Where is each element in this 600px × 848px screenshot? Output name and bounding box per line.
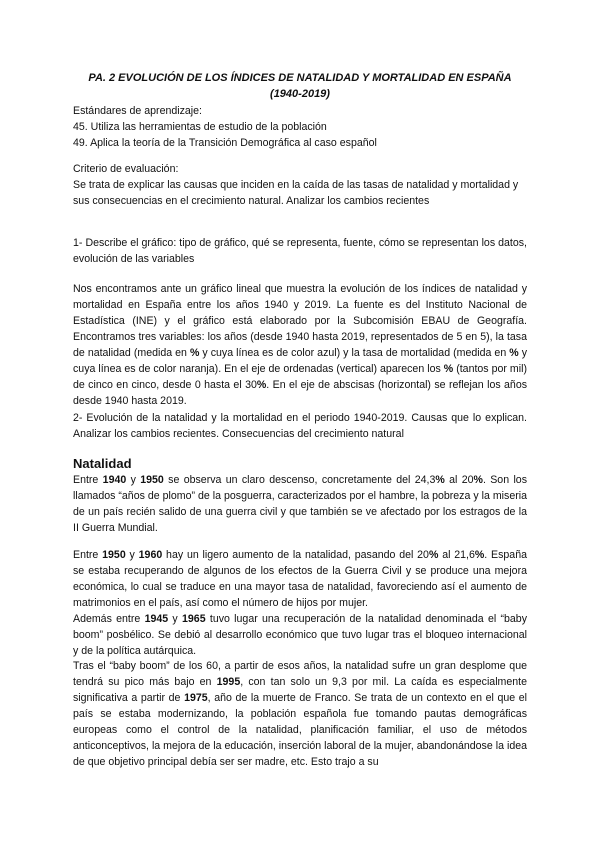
- text-run: . Son los llamados “años de plomo” de la posguerra, caracterizados por el hambre, la pobreza y la miseria de un país recién salido de una guerra civil y que también se ve afectado por los estragos de la II Guerra Mundial.: [73, 474, 527, 534]
- standard-item: 45. Utiliza las herramientas de estudio de la población: [73, 121, 327, 133]
- emphasis: %: [428, 549, 439, 561]
- question-1: 1- Describe el gráfico: tipo de gráfico, qué se representa, fuente, cómo se representan los datos, evolución de las variables: [73, 237, 527, 265]
- text-run: hay un ligero aumento de la natalidad, pasando del 20: [162, 549, 429, 561]
- standards-block: [73, 103, 527, 151]
- text-run: Nos encontramos ante un gráfico lineal que muestra la evolución de los índices de natalidad y mortalidad en España entre los años 1940 y 2019. La fuente es del Instituto Nacional de Estadística (INE) y el gráfico está elaborado por la Subcomisión EBAU de Geografía. Encontramos tres variables: los años (desde 1940 hasta 2019, representados de 5 en 5), la tasa de natalidad (medida en: [73, 283, 527, 359]
- text-run: y: [168, 613, 183, 625]
- emphasis: %: [443, 363, 454, 375]
- text-run: , con tan solo un 9,3 por mil. La caída es especialmente significativa a partir de: [73, 676, 527, 704]
- emphasis: %: [473, 474, 483, 486]
- emphasis: %: [189, 347, 200, 359]
- text-run: . En el eje de abscisas (horizontal) se reflejan los años desde 1940 hasta 2019.: [73, 379, 528, 407]
- standards-label: Estándares de aprendizaje:: [73, 105, 202, 117]
- text-run: y cuya línea es de color azul) y la tasa de mortalidad (medida en: [199, 347, 510, 359]
- paragraph-natalidad-2: [73, 547, 527, 659]
- emphasis: 1950: [140, 474, 164, 486]
- text-run: al 21,6: [438, 549, 475, 561]
- emphasis: %: [435, 474, 445, 486]
- answer-1: [73, 281, 527, 409]
- emphasis: 1940: [102, 474, 127, 486]
- standard-item: 49. Aplica la teoría de la Transición Demográfica al caso español: [73, 137, 377, 149]
- paragraph-natalidad-4: [73, 658, 527, 770]
- question-2: 2- Evolución de la natalidad y la mortalidad en el periodo 1940-2019. Causas que lo explican. Analizar los cambios recientes. Consecuencias del crecimiento natural: [73, 412, 527, 440]
- criteria-label: Criterio de evaluación:: [73, 163, 179, 175]
- emphasis: %: [256, 379, 267, 391]
- text-run: Entre: [73, 549, 103, 561]
- criteria-text: Se trata de explicar las causas que inciden en la caída de las tasas de natalidad y mortalidad y sus consecuencias en el crecimiento natural. Analizar los cambios recientes: [73, 179, 519, 207]
- emphasis: 1965: [182, 613, 206, 625]
- emphasis: 1960: [138, 549, 163, 561]
- text-run: Entre: [73, 474, 103, 486]
- text-run: y: [125, 549, 139, 561]
- emphasis: 1995: [216, 676, 241, 688]
- paragraph-natalidad-1: [73, 472, 527, 536]
- emphasis: %: [509, 347, 519, 359]
- emphasis: 1945: [144, 613, 169, 625]
- text-run: (tantos por mil) de cinco en cinco, desde 0 hasta el 30: [73, 363, 527, 391]
- emphasis: %: [474, 549, 485, 561]
- text-run: , año de la muerte de Franco. Se trata de un contexto en el que el país se estaba modernizando, la población española fue tomando pautas demográficas europeas como el control de la natalidad, planificación familiar, el uso de métodos anticonceptivos, la mejora de la educación, inserción laboral de la mujer, abandonándose la idea de que objetivo principal debía ser ser madre, etc. Esto trajo a su: [73, 692, 528, 768]
- text-run: se observa un claro descenso, concretamente del 24,3: [163, 474, 436, 486]
- section-heading: Natalidad: [73, 456, 132, 471]
- criteria-block: [73, 161, 527, 209]
- text-run: y: [126, 474, 141, 486]
- document-title: PA. 2 EVOLUCIÓN DE LOS ÍNDICES DE NATALIDAD Y MORTALIDAD EN ESPAÑA (1940-2019): [88, 72, 512, 100]
- text-run: al 20: [444, 474, 474, 486]
- text-run: Tras el “baby boom” de los 60, a partir de esos años, la natalidad sufre un gran desplome que tendrá su pico más bajo en: [73, 660, 527, 688]
- text-run: Además entre: [73, 613, 145, 625]
- emphasis: 1975: [184, 692, 208, 704]
- text-run: tuvo lugar una recuperación de la natalidad denominada el “baby boom” posbélico. Se debió al desarrollo económico que tuvo lugar tras el bloqueo internacional y de la política autárquica.: [73, 613, 527, 657]
- emphasis: 1950: [102, 549, 126, 561]
- text-run: . España se estaba recuperando de algunos de los efectos de la Guerra Civil y se produce una mejora económica, lo cual se traduce en una mayor tasa de natalidad, favoreciendo así el aumento de matrimonios en el país, así como el número de hijos por mujer.: [73, 549, 527, 609]
- text-run: y cuya línea es de color naranja). En el eje de ordenadas (vertical) aparecen los: [73, 347, 527, 375]
